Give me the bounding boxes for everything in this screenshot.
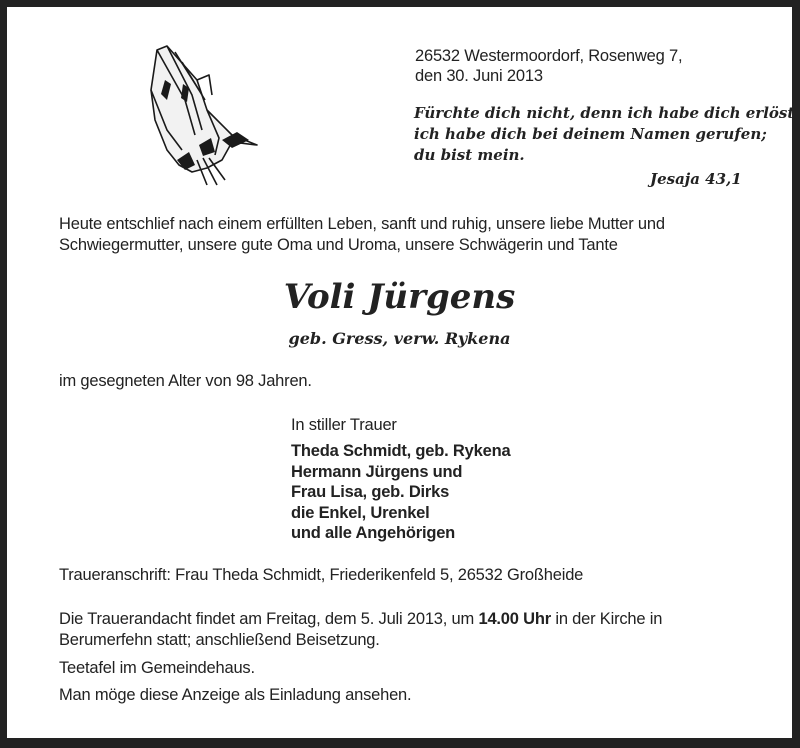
verse-line: Fürchte dich nicht, denn ich habe dich erlöst,: [414, 104, 800, 122]
obituary-notice: [7, 7, 800, 738]
verse-line: ich habe dich bei deinem Namen gerufen;: [414, 125, 767, 143]
service-text: Die Trauerandacht findet am Freitag, dem 5. Juli 2013, um: [59, 610, 479, 628]
verse-reference: Jesaja 43,1: [650, 170, 742, 188]
tea-text: Teetafel im Gemeindehaus.: [59, 659, 255, 677]
age-text: im gesegneten Alter von 98 Jahren.: [59, 372, 312, 390]
praying-hands-icon: [137, 40, 267, 190]
mourning-address: Traueranschrift: Frau Theda Schmidt, Friederikenfeld 5, 26532 Großheide: [59, 566, 584, 584]
service-line-1: [59, 609, 662, 629]
intro-line: Heute entschlief nach einem erfüllten Leben, sanft und ruhig, unsere liebe Mutter und: [59, 215, 665, 233]
sender-address: 26532 Westermoordorf, Rosenweg 7,: [415, 47, 683, 65]
mourners-list: [291, 441, 510, 544]
mourner-name: Theda Schmidt, geb. Rykena: [291, 442, 511, 460]
verse-line: du bist mein.: [414, 146, 525, 164]
mourner-name: die Enkel, Urenkel: [291, 503, 430, 522]
deceased-birth-names: geb. Gress, verw. Rykena: [288, 329, 511, 348]
service-line-2: Berumerfehn statt; anschließend Beisetzung.: [59, 631, 380, 649]
mourner-name: Hermann Jürgens und: [291, 462, 463, 481]
service-time: 14.00 Uhr: [478, 610, 551, 628]
invitation-text: Man möge diese Anzeige als Einladung ansehen.: [59, 686, 412, 704]
intro-line: Schwiegermutter, unsere gute Oma und Uroma, unsere Schwägerin und Tante: [59, 236, 618, 254]
notice-date: den 30. Juni 2013: [415, 67, 543, 85]
mourner-name: Frau Lisa, geb. Dirks: [291, 483, 450, 501]
service-text: in der Kirche in: [550, 610, 663, 628]
mourner-name: und alle Angehörigen: [291, 524, 456, 542]
mourners-heading: In stiller Trauer: [291, 416, 397, 434]
deceased-name: Voli Jürgens: [283, 277, 516, 317]
bible-verse: [414, 103, 800, 166]
